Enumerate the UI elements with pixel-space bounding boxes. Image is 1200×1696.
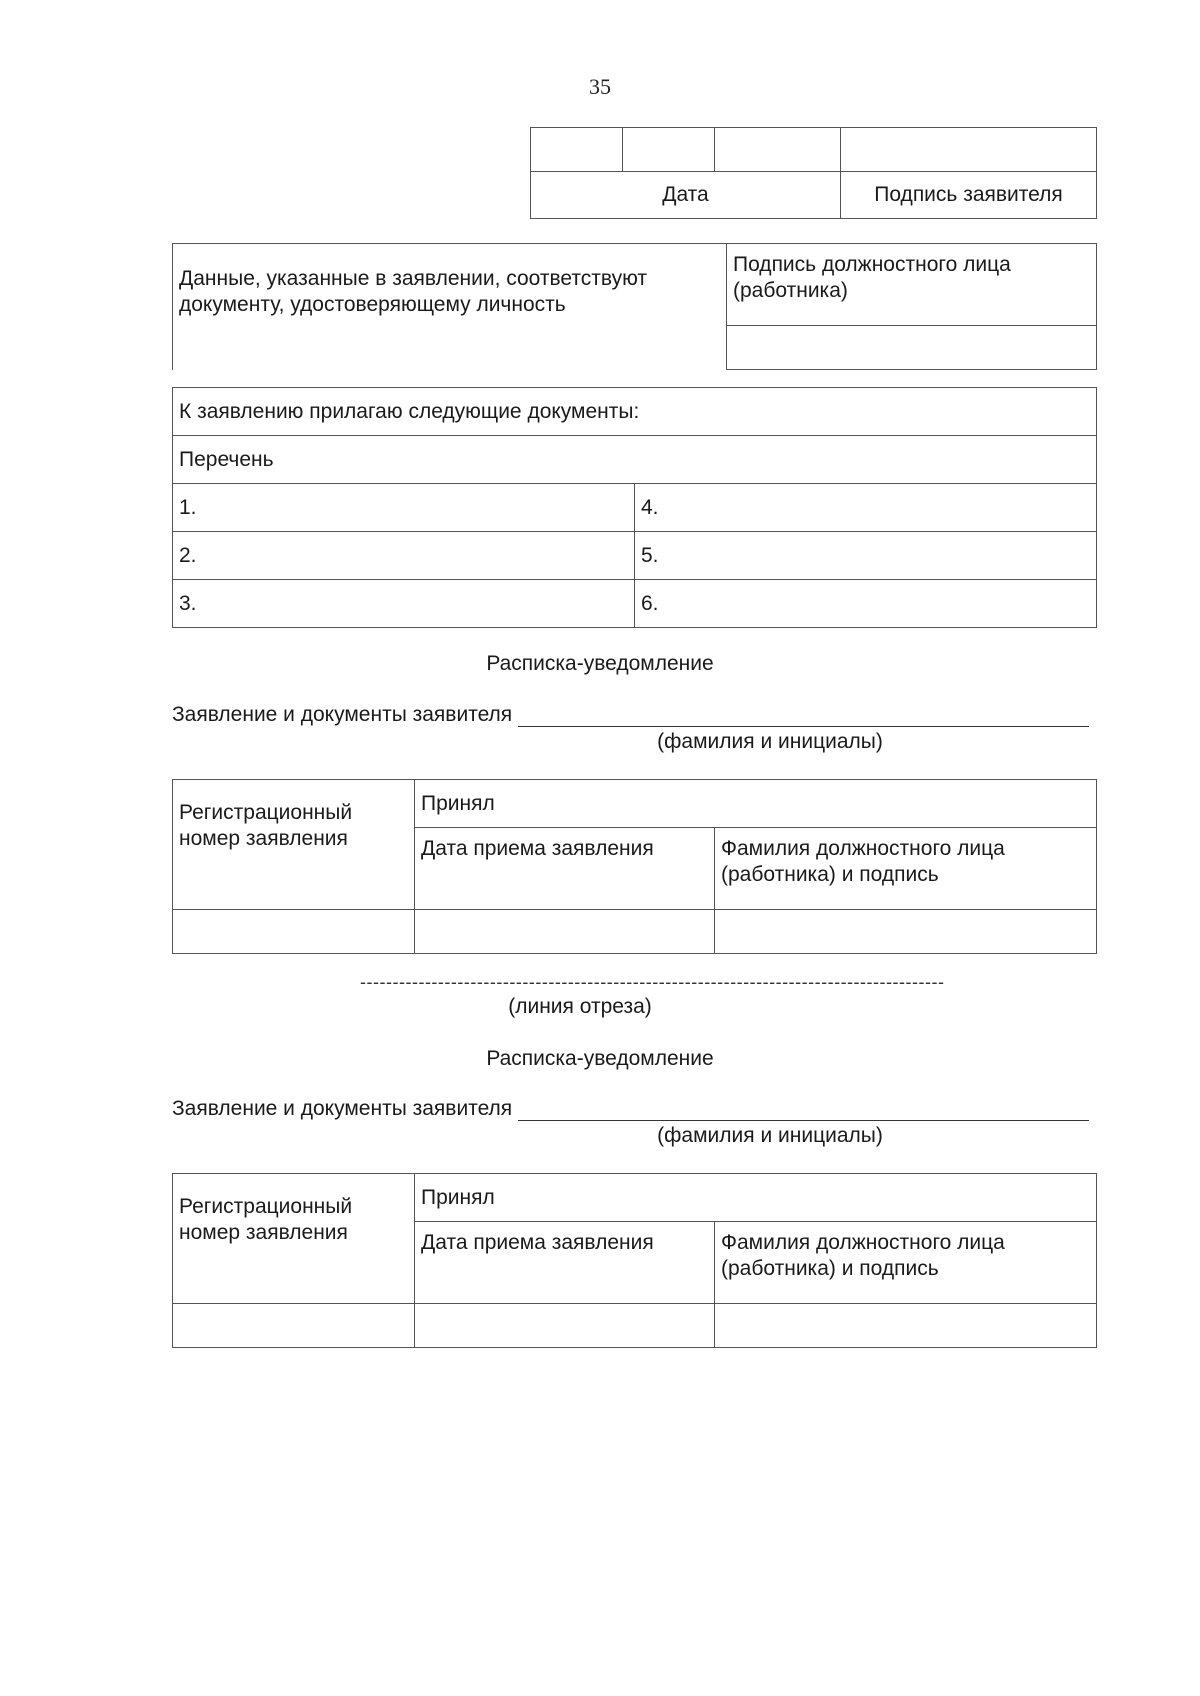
date-label: Дата	[531, 172, 841, 219]
receipt-1-official-cell[interactable]	[715, 910, 1097, 954]
receipt-1-table	[172, 779, 1097, 954]
receipt-1-statement-line	[172, 703, 1089, 727]
attachment-item[interactable]: 3.	[173, 580, 635, 628]
date-month-cell[interactable]	[623, 128, 715, 172]
receipt-2-caption: (фамилия и инициалы)	[657, 1124, 883, 1147]
receipt-2-accepted-label: Принял	[415, 1174, 1097, 1222]
verification-statement: Данные, указанные в заявлении, соответствуют документу, удостоверяющему личность	[173, 244, 727, 370]
receipt-1-official-label: Фамилия должностного лица (работника) и подпись	[715, 828, 1097, 910]
receipt-2-official-label: Фамилия должностного лица (работника) и подпись	[715, 1222, 1097, 1304]
receipt-1-caption: (фамилия и инициалы)	[657, 730, 883, 753]
receipt-2-official-cell[interactable]	[715, 1304, 1097, 1348]
applicant-signature-label: Подпись заявителя	[841, 172, 1097, 219]
date-signature-table	[530, 127, 1097, 219]
cut-line-caption: (линия отреза)	[508, 995, 652, 1018]
receipt-1-date-cell[interactable]	[415, 910, 715, 954]
cut-line: ------------------------------------------------------------------------------------------	[360, 972, 945, 992]
applicant-signature-cell[interactable]	[841, 128, 1097, 172]
attachment-item[interactable]: 1.	[173, 484, 635, 532]
attachments-intro: К заявлению прилагаю следующие документы:	[173, 388, 1097, 436]
receipt-2-reg-number-cell[interactable]	[173, 1304, 415, 1348]
receipt-2-statement-line	[172, 1097, 1089, 1121]
attachments-list-header: Перечень	[173, 436, 1097, 484]
receipt-1-reg-number-cell[interactable]	[173, 910, 415, 954]
receipt-1-reg-number-label: Регистрационный номер заявления	[173, 780, 415, 910]
attachment-item[interactable]: 4.	[635, 484, 1097, 532]
receipt-1-accepted-label: Принял	[415, 780, 1097, 828]
page-number: 35	[589, 74, 611, 99]
receipt-2-date-cell[interactable]	[415, 1304, 715, 1348]
receipt-2-reg-number-label: Регистрационный номер заявления	[173, 1174, 415, 1304]
official-signature-label: Подпись должностного лица (работника)	[727, 244, 1097, 326]
receipt-2-name-field[interactable]	[518, 1098, 1089, 1121]
attachment-item[interactable]: 5.	[635, 532, 1097, 580]
receipt-2-date-label: Дата приема заявления	[415, 1222, 715, 1304]
receipt-1-title: Расписка-уведомление	[486, 652, 714, 675]
attachment-item[interactable]: 2.	[173, 532, 635, 580]
receipt-1-date-label: Дата приема заявления	[415, 828, 715, 910]
date-year-cell[interactable]	[715, 128, 841, 172]
attachment-item[interactable]: 6.	[635, 580, 1097, 628]
verification-table	[172, 243, 1097, 370]
official-signature-cell[interactable]	[727, 326, 1097, 370]
receipt-1-name-field[interactable]	[518, 704, 1089, 727]
receipt-2-statement: Заявление и документы заявителя	[172, 1097, 513, 1120]
receipt-2-title: Расписка-уведомление	[486, 1047, 714, 1070]
receipt-2-table	[172, 1173, 1097, 1348]
attachments-table	[172, 387, 1097, 628]
receipt-1-statement: Заявление и документы заявителя	[172, 703, 513, 726]
date-day-cell[interactable]	[531, 128, 623, 172]
